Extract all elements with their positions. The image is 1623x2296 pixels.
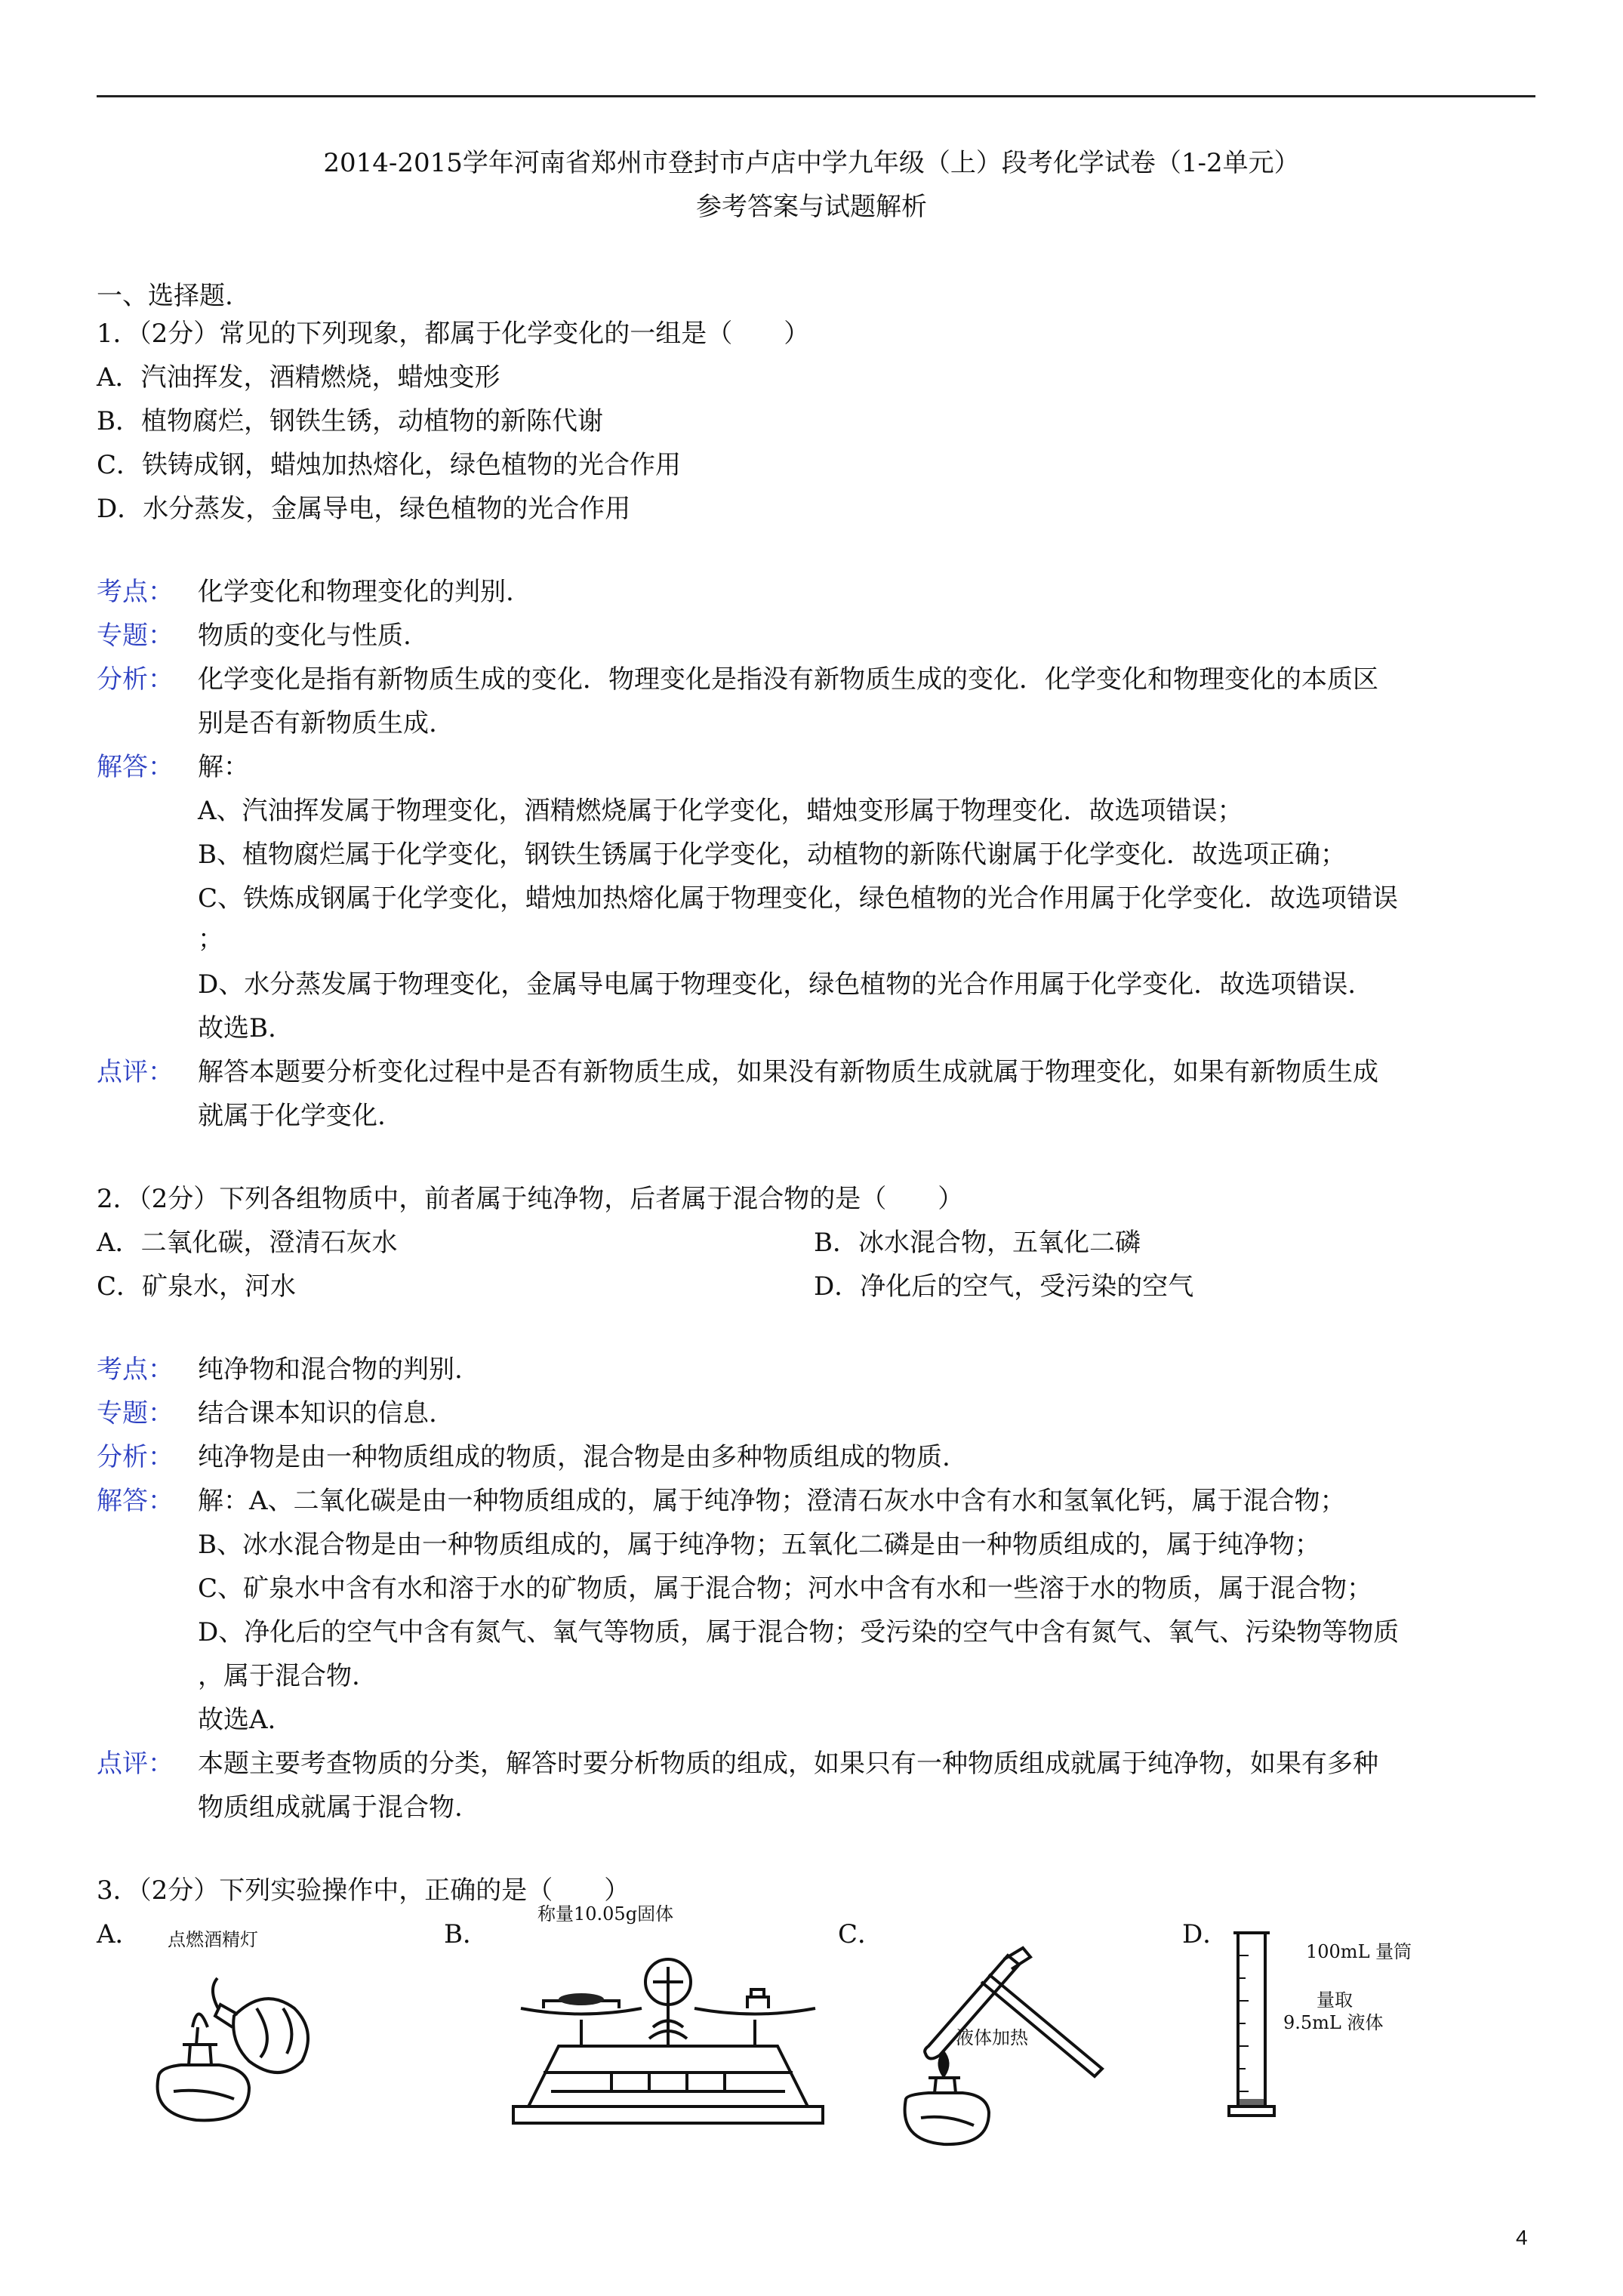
q3-option-d-caption-1: 100mL 量筒 xyxy=(1306,1941,1412,1962)
q1-jieda-end: 故选B. xyxy=(198,1013,276,1043)
q2-option-a: A．二氧化碳，澄清石灰水 xyxy=(97,1228,398,1258)
q1-jieda-intro: 解： xyxy=(198,752,249,782)
q2-kaodian: 纯净物和混合物的判别. xyxy=(198,1354,463,1385)
page-subtitle: 参考答案与试题解析 xyxy=(696,192,927,222)
q3-option-c-letter: C． xyxy=(838,1919,884,1949)
q2-jieda-d-line2: ，属于混合物. xyxy=(198,1661,360,1691)
q1-zhuanti-label: 专题： xyxy=(97,621,174,651)
q3-option-c-caption: 液体加热 xyxy=(956,2027,1028,2048)
q2-option-d: D．净化后的空气，受污染的空气 xyxy=(814,1271,1194,1302)
q2-fenxi: 纯净物是由一种物质组成的物质，混合物是由多种物质组成的物质. xyxy=(198,1442,950,1472)
liquid-heating-illustration xyxy=(876,1933,1117,2152)
section-heading: 一、选择题. xyxy=(97,281,233,311)
q2-jieda-a: 解：A、二氧化碳是由一种物质组成的，属于纯净物；澄清石灰水中含有水和氢氧化钙，属于混合物； xyxy=(198,1486,1346,1516)
q3-option-a-letter: A． xyxy=(97,1919,141,1949)
q1-stem: 1．（2分）常见的下列现象，都属于化学变化的一组是（ ） xyxy=(97,319,810,349)
q3-option-d-caption-2: 量取 xyxy=(1317,1989,1353,2011)
q1-option-c: C．铁铸成钢，蜡烛加热熔化，绿色植物的光合作用 xyxy=(97,450,682,480)
q2-jieda-c: C、矿泉水中含有水和溶于水的矿物质，属于混合物；河水中含有水和一些溶于水的物质，属于混合物； xyxy=(198,1573,1373,1604)
q2-fenxi-label: 分析： xyxy=(97,1442,174,1472)
q1-dianping-line1: 解答本题要分析变化过程中是否有新物质生成，如果没有新物质生成就属于物理变化，如果有新物质生成 xyxy=(198,1057,1378,1087)
q2-dianping-line1: 本题主要考查物质的分类，解答时要分析物质的组成，如果只有一种物质组成就属于纯净物，如果有多种 xyxy=(198,1749,1378,1779)
q1-jieda-c-line2: ； xyxy=(198,924,223,954)
q3-option-b-letter: B． xyxy=(444,1919,488,1949)
q1-kaodian: 化学变化和物理变化的判别. xyxy=(198,577,514,607)
q2-jieda-b: B、冰水混合物是由一种物质组成的，属于纯净物；五氧化二磷是由一种物质组成的，属于纯净物； xyxy=(198,1530,1320,1560)
page-number: 4 xyxy=(1516,2226,1528,2249)
q1-kaodian-label: 考点： xyxy=(97,577,174,607)
q1-option-b: B．植物腐烂，钢铁生锈，动植物的新陈代谢 xyxy=(97,406,603,436)
q1-jieda-d: D、水分蒸发属于物理变化，金属导电属于物理变化，绿色植物的光合作用属于化学变化．故选项错误. xyxy=(198,969,1357,1000)
q2-jieda-label: 解答： xyxy=(97,1486,174,1516)
q2-jieda-end: 故选A. xyxy=(198,1705,276,1735)
q1-dianping-label: 点评： xyxy=(97,1057,174,1087)
q2-option-b: B．冰水混合物，五氧化二磷 xyxy=(814,1228,1141,1258)
q2-dianping-label: 点评： xyxy=(97,1749,174,1779)
q2-zhuanti-label: 专题： xyxy=(97,1398,174,1428)
q3-option-a-caption: 点燃酒精灯 xyxy=(168,1929,258,1950)
q2-stem: 2．（2分）下列各组物质中，前者属于纯净物，后者属于混合物的是（ ） xyxy=(97,1184,964,1214)
q1-option-a: A．汽油挥发，酒精燃烧，蜡烛变形 xyxy=(97,362,500,393)
q2-kaodian-label: 考点： xyxy=(97,1354,174,1385)
q2-jieda-d-line1: D、净化后的空气中含有氮气、氧气等物质，属于混合物；受污染的空气中含有氮气、氧气、污染物等物质 xyxy=(198,1617,1400,1647)
q3-option-b-caption: 称量10.05g固体 xyxy=(537,1903,674,1925)
q1-fenxi-label: 分析： xyxy=(97,664,174,695)
alcohol-lamp-lighting-illustration xyxy=(136,1955,332,2129)
page-title: 2014-2015学年河南省郑州市登封市卢店中学九年级（上）段考化学试卷（1-2单元） xyxy=(323,148,1300,178)
balance-scale-illustration xyxy=(498,1925,830,2129)
q2-zhuanti: 结合课本知识的信息. xyxy=(198,1398,437,1428)
q3-stem: 3．（2分）下列实验操作中，正确的是（ ） xyxy=(97,1875,630,1906)
q1-fenxi-line1: 化学变化是指有新物质生成的变化．物理变化是指没有新物质生成的变化．化学变化和物理变化的本质区 xyxy=(198,664,1378,695)
q1-fenxi-line2: 别是否有新物质生成. xyxy=(198,708,437,738)
q2-dianping-line2: 物质组成就属于混合物. xyxy=(198,1792,463,1823)
q1-jieda-a: A、汽油挥发属于物理变化，酒精燃烧属于化学变化，蜡烛变形属于物理变化．故选项错误； xyxy=(198,796,1243,826)
q1-option-d: D．水分蒸发，金属导电，绿色植物的光合作用 xyxy=(97,494,631,524)
q3-option-d-letter: D． xyxy=(1182,1919,1229,1949)
q1-jieda-label: 解答： xyxy=(97,752,174,782)
q1-zhuanti: 物质的变化与性质. xyxy=(198,621,411,651)
q2-option-c: C．矿泉水，河水 xyxy=(97,1271,297,1302)
q1-dianping-line2: 就属于化学变化. xyxy=(198,1101,386,1131)
q3-option-d-caption-3: 9.5mL 液体 xyxy=(1283,2012,1384,2033)
q1-jieda-b: B、植物腐烂属于化学变化，钢铁生锈属于化学变化，动植物的新陈代谢属于化学变化．故选项正确； xyxy=(198,840,1346,870)
graduated-cylinder-illustration xyxy=(1223,1925,1291,2122)
q1-jieda-c-line1: C、铁炼成钢属于化学变化，蜡烛加热熔化属于物理变化，绿色植物的光合作用属于化学变化．故选项错误 xyxy=(198,883,1399,914)
header-rule xyxy=(97,95,1535,97)
